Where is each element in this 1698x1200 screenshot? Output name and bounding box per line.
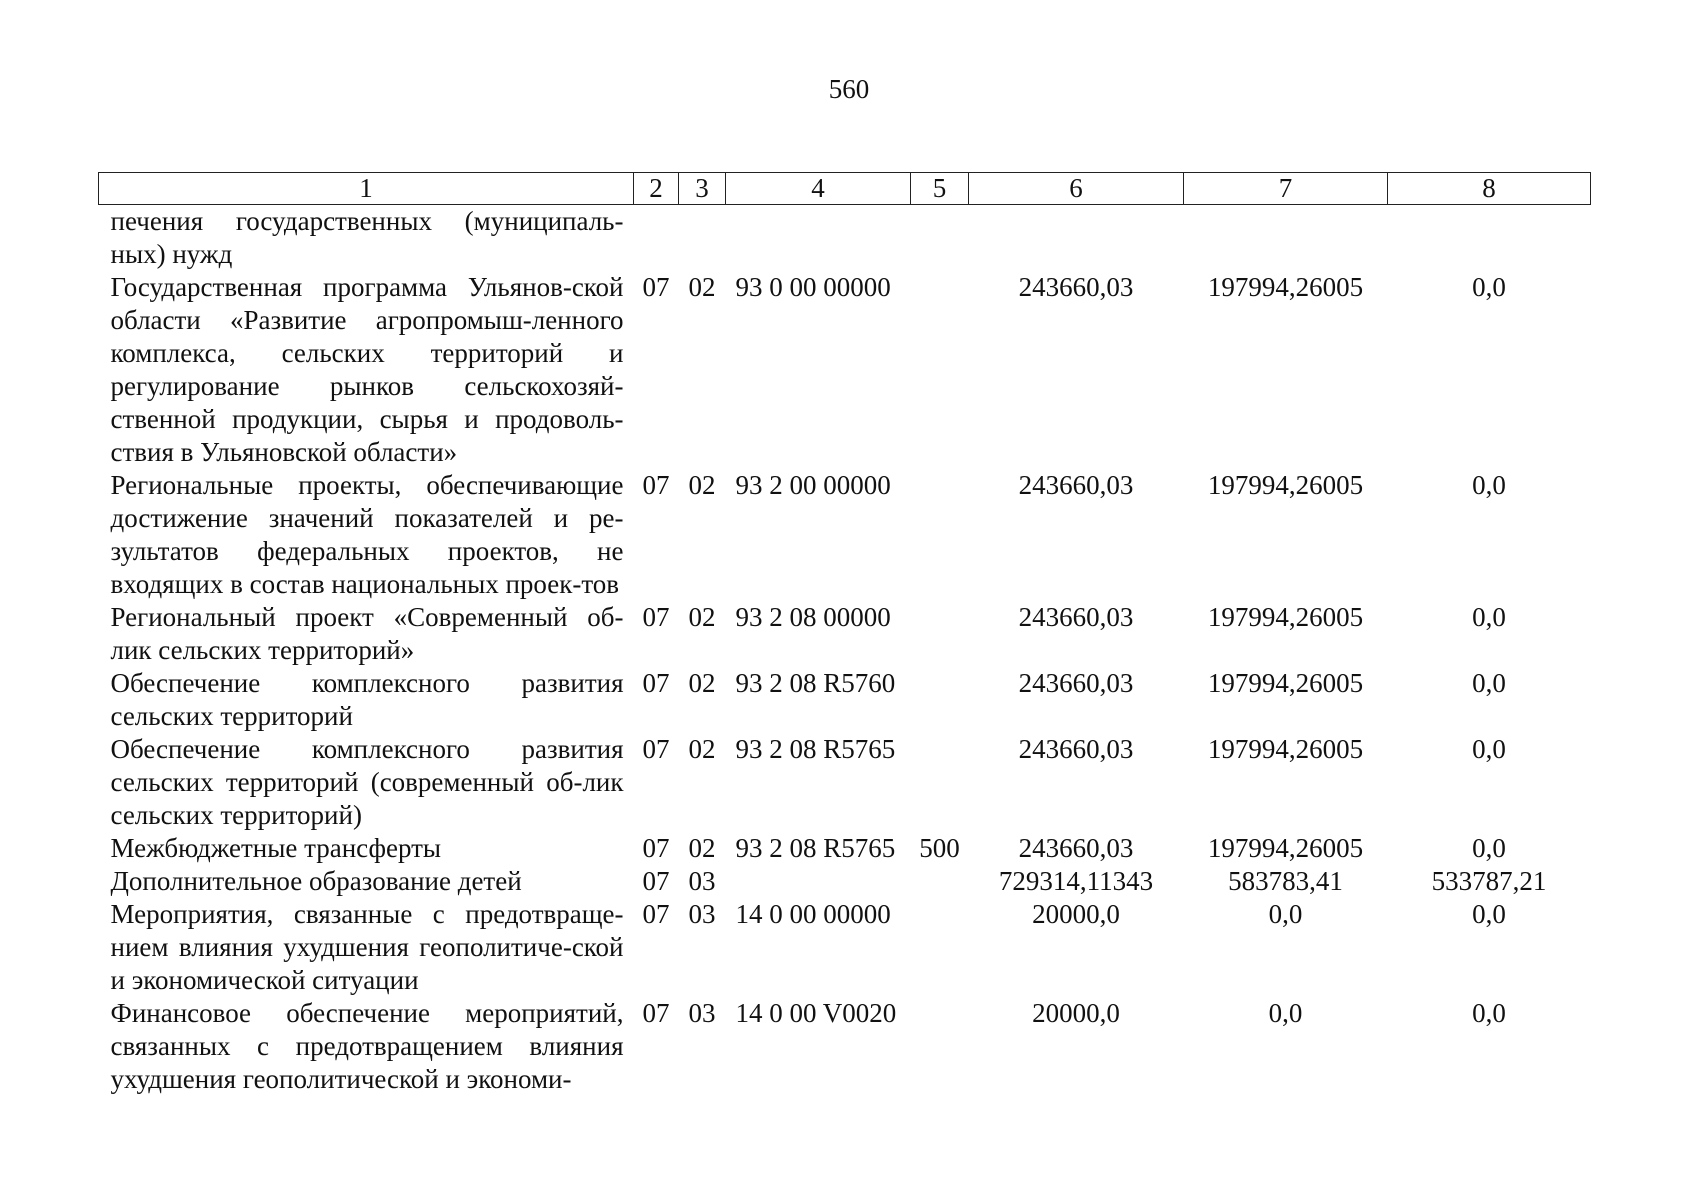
table-row bbox=[99, 898, 1591, 997]
table-row bbox=[99, 733, 1591, 832]
row-value-col7: 197994,26005 bbox=[1207, 833, 1364, 863]
row-value-col6: 243660,03 bbox=[1018, 602, 1134, 632]
row-expense-type-code bbox=[911, 469, 969, 601]
budget-table bbox=[98, 172, 1591, 1096]
row-subsection-code: 02 bbox=[688, 734, 716, 764]
row-expense-type-code bbox=[911, 865, 969, 898]
header-col-2: 2 bbox=[634, 173, 679, 205]
row-name: Обеспечение комплексного развития сельских территорий (современный об-лик сельских территорий) bbox=[110, 734, 624, 830]
row-value-col7: 0,0 bbox=[1268, 899, 1303, 929]
row-subsection-code: 02 bbox=[688, 272, 716, 302]
row-value-col8: 0,0 bbox=[1472, 668, 1506, 698]
row-target-article-code: 93 2 00 00000 bbox=[735, 470, 891, 500]
row-expense-type-code bbox=[911, 205, 969, 272]
row-value-col6: 243660,03 bbox=[1018, 833, 1134, 863]
row-subsection-code: 02 bbox=[688, 833, 716, 863]
row-value-col7: 583783,41 bbox=[1228, 866, 1343, 896]
header-col-1: 1 bbox=[99, 173, 634, 205]
row-value-col6: 20000,0 bbox=[1032, 899, 1120, 929]
table-row bbox=[99, 271, 1591, 469]
row-value-col6: 243660,03 bbox=[1018, 470, 1134, 500]
row-section-code: 07 bbox=[642, 470, 670, 500]
row-value-col7: 0,0 bbox=[1268, 998, 1303, 1028]
row-expense-type-code bbox=[911, 898, 969, 997]
row-value-col7: 197994,26005 bbox=[1207, 470, 1364, 500]
row-target-article-code: 93 2 08 R5760 bbox=[735, 668, 896, 698]
row-name: Обеспечение комплексного развития сельских территорий bbox=[110, 668, 624, 731]
row-expense-type-code bbox=[911, 271, 969, 469]
row-expense-type-code bbox=[911, 997, 969, 1096]
row-target-article-code: 93 2 08 00000 bbox=[735, 602, 891, 632]
row-expense-type-code bbox=[911, 601, 969, 667]
row-name: Дополнительное образование детей bbox=[110, 866, 522, 896]
row-subsection-code bbox=[679, 205, 726, 272]
row-value-col6: 729314,11343 bbox=[998, 866, 1154, 896]
row-section-code: 07 bbox=[642, 899, 670, 929]
row-section-code: 07 bbox=[642, 734, 670, 764]
row-section-code: 07 bbox=[642, 602, 670, 632]
row-expense-type-code bbox=[911, 667, 969, 733]
row-expense-type-code bbox=[911, 733, 969, 832]
row-value-col6: 20000,0 bbox=[1032, 998, 1120, 1028]
row-value-col7 bbox=[1184, 205, 1388, 272]
table-row bbox=[99, 205, 1591, 272]
row-name: Межбюджетные трансферты bbox=[110, 833, 442, 863]
row-value-col8: 533787,21 bbox=[1431, 866, 1547, 896]
table-row bbox=[99, 601, 1591, 667]
row-value-col8: 0,0 bbox=[1472, 998, 1506, 1028]
page-number: 560 bbox=[828, 74, 870, 104]
row-name: Финансовое обеспечение мероприятий, связанных с предотвращением влияния ухудшения геополитической и экономи- bbox=[110, 998, 624, 1094]
row-section-code: 07 bbox=[642, 833, 670, 863]
table-row bbox=[99, 667, 1591, 733]
row-subsection-code: 02 bbox=[688, 470, 716, 500]
header-col-7: 7 bbox=[1184, 173, 1388, 205]
row-value-col6: 243660,03 bbox=[1018, 668, 1134, 698]
table-row bbox=[99, 997, 1591, 1096]
row-value-col8: 0,0 bbox=[1472, 602, 1506, 632]
row-section-code bbox=[634, 205, 679, 272]
row-subsection-code: 03 bbox=[688, 998, 716, 1028]
row-value-col6: 243660,03 bbox=[1018, 734, 1134, 764]
row-target-article-code: 93 2 08 R5765 bbox=[735, 734, 896, 764]
row-value-col7: 197994,26005 bbox=[1207, 602, 1364, 632]
row-value-col7: 197994,26005 bbox=[1207, 734, 1364, 764]
row-value-col8: 0,0 bbox=[1472, 734, 1506, 764]
header-row bbox=[99, 173, 1591, 205]
row-section-code: 07 bbox=[642, 668, 670, 698]
row-name: Государственная программа Ульянов-ской области «Развитие агропромыш-ленного комплекса, сельских территорий и регулирование рынков сельскохозяй-ственной продукции, сырья и продоволь-ствия в Ульяновской области» bbox=[110, 272, 624, 467]
table-row bbox=[99, 469, 1591, 601]
row-section-code: 07 bbox=[642, 866, 670, 896]
row-target-article-code: 14 0 00 00000 bbox=[735, 899, 891, 929]
table-row bbox=[99, 832, 1591, 865]
row-subsection-code: 03 bbox=[688, 899, 716, 929]
row-value-col8: 0,0 bbox=[1472, 899, 1506, 929]
row-subsection-code: 02 bbox=[688, 668, 716, 698]
row-name: печения государственных (муниципаль-ных) нужд bbox=[110, 206, 624, 269]
row-name: Региональные проекты, обеспечивающие достижение значений показателей и ре-зультатов федеральных проектов, не входящих в состав национальных проек-тов bbox=[110, 470, 624, 599]
header-col-6: 6 bbox=[969, 173, 1184, 205]
row-target-article-code: 93 2 08 R5765 bbox=[735, 833, 896, 863]
row-target-article-code: 14 0 00 V0020 bbox=[735, 998, 897, 1028]
row-value-col8 bbox=[1388, 205, 1591, 272]
row-value-col8: 0,0 bbox=[1472, 272, 1506, 302]
row-subsection-code: 03 bbox=[688, 866, 716, 896]
table-row bbox=[99, 865, 1591, 898]
row-value-col8: 0,0 bbox=[1472, 833, 1506, 863]
row-name: Региональный проект «Современный об-лик сельских территорий» bbox=[110, 602, 624, 665]
row-target-article-code: 93 0 00 00000 bbox=[735, 272, 891, 302]
header-col-5: 5 bbox=[911, 173, 969, 205]
row-value-col7: 197994,26005 bbox=[1207, 668, 1364, 698]
row-subsection-code: 02 bbox=[688, 602, 716, 632]
row-value-col7: 197994,26005 bbox=[1207, 272, 1364, 302]
row-expense-type-code: 500 bbox=[919, 833, 960, 863]
row-value-col6: 243660,03 bbox=[1018, 272, 1134, 302]
row-name: Мероприятия, связанные с предотвраще-нием влияния ухудшения геополитиче-ской и экономической ситуации bbox=[110, 899, 624, 995]
budget-table-container bbox=[98, 172, 1590, 1096]
row-value-col6 bbox=[969, 205, 1184, 272]
header-col-4: 4 bbox=[726, 173, 911, 205]
row-target-article-code bbox=[726, 205, 911, 272]
row-section-code: 07 bbox=[642, 272, 670, 302]
row-section-code: 07 bbox=[642, 998, 670, 1028]
header-col-8: 8 bbox=[1388, 173, 1591, 205]
row-value-col8: 0,0 bbox=[1472, 470, 1506, 500]
row-target-article-code bbox=[726, 865, 911, 898]
header-col-3: 3 bbox=[679, 173, 726, 205]
table-body bbox=[99, 205, 1591, 1097]
